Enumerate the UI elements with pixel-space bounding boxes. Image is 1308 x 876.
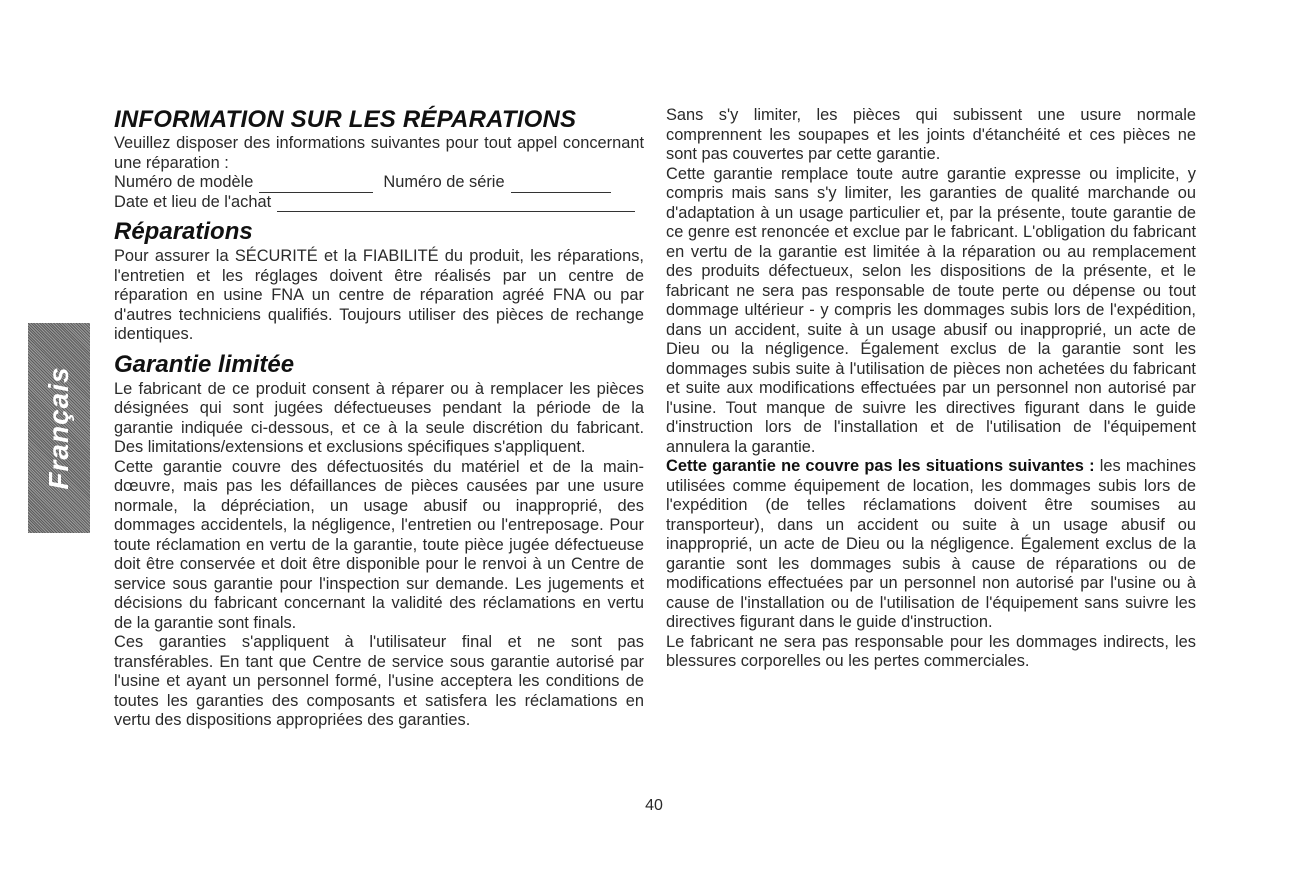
left-column	[114, 106, 644, 731]
right-column	[666, 106, 1196, 672]
warranty-heading: Garantie limitée	[114, 350, 295, 378]
warranty-paragraph: Le fabricant de ce produit consent à réparer ou à remplacer les pièces désignées qui sont jugées défectueuses pendant la période de la garantie indiquée ci-dessous, et ce à la seule discrétion du fabricant. Des limitations/extensions et exclusions spécifiques s'appliquent.	[114, 379, 644, 456]
liability-paragraph: Le fabricant ne sera pas responsable pour les dommages indirects, les blessures corporelles ou les pertes commerciales.	[666, 632, 1196, 670]
wear-parts-paragraph: Sans s'y limiter, les pièces qui subissent une usure normale comprennent les soupapes et les joints d'étanchéité et ces pièces ne sont pas couvertes par cette garantie.	[666, 106, 1196, 163]
warranty-paragraph: Ces garanties s'appliquent à l'utilisateur final et ne sont pas transférables. En tant que Centre de service sous garantie autorisé par l'usine et ayant un personnel formé, l'usine acceptera les conditions de toutes les garanties des composants et satisfera les réclamations en vertu des dispositions appropriées des garanties.	[114, 633, 644, 729]
purchase-row	[114, 193, 644, 213]
repairs-text: Pour assurer la SÉCURITÉ et la FIABILITÉ du produit, les réparations, l'entretien et les réglages doivent être réalisés par un centre de réparation en usine FNA un centre de réparation agréé FNA ou par d'autres techniciens qualifiés. Toujours utiliser des pièces de rechange identiques.	[114, 247, 644, 343]
exclusions-paragraph	[666, 457, 1196, 633]
purchase-field[interactable]	[277, 196, 635, 212]
serial-number-field[interactable]	[511, 177, 611, 193]
model-number-field[interactable]	[259, 177, 373, 193]
warranty-paragraph: Cette garantie couvre des défectuosités du matériel et de la main-dœuvre, mais pas les défaillances de pièces causées par une usure normale, la dépréciation, un usage abusif ou inapproprié, des dommages accidentels, la négligence, l'entretien ou l'entreposage. Pour toute réclamation en vertu de la garantie, toute pièce jugée défectueuse doit être conservée et doit être disponible pour le renvoi à un Centre de service sous garantie pour l'inspection sur demande. Les jugements et décisions du fabricant concernant la validité des réclamations en vertu de la garantie sont finals.	[114, 457, 644, 632]
page-number: 40	[645, 797, 663, 814]
repair-info-intro: Veuillez disposer des informations suivantes pour tout appel concernant une réparation :	[114, 134, 644, 172]
exclusions-text: les machines utilisées comme équipement de location, les dommages subis lors de l'expédition (de telles réclamations doivent être soumises au transporteur), dans un accident ou suite à un usage abusif ou inapproprié, un acte de Dieu ou la négligence. Également exclus de la garantie sont les dommages subis à cause de réparations ou de modifications effectuées par un personnel non autorisé par l'usine ou à cause de l'installation ou de l'utilisation de l'équipement sans suivre les directives figurant dans le guide d'instruction.	[666, 457, 1196, 631]
warranty-replacement-paragraph: Cette garantie remplace toute autre garantie expresse ou implicite, y compris mais sans s'y limiter, les garanties de qualité marchande ou d'adaptation à un usage particulier et, par la présente, toute garantie de ce genre est renoncée et exclue par le fabricant. L'obligation du fabricant en vertu de la garantie est limitée à la réparation ou au remplacement des produits défectueux, selon les dispositions de la présente, et le fabricant ne sera pas responsable de toute perte ou dépense ou tout dommage ultérieur - y compris les dommages subis lors de l'expédition, dans un accident, suite à un usage abusif ou inapproprié, un acte de Dieu ou la négligence. Également exclus de la garantie sont les dommages subis suite à l'utilisation de pièces non achetées du fabricant et suite aux modifications effectuées par un personnel non autorisé par l'usine. Tout manque de suivre les directives figurant dans le guide d'instruction lors de l'installation et de l'utilisation de l'équipement annulera la garantie.	[666, 164, 1196, 456]
language-side-tab	[28, 323, 90, 533]
model-number-label: Numéro de modèle	[114, 173, 254, 191]
model-serial-row	[114, 173, 644, 193]
serial-number-label: Numéro de série	[383, 173, 505, 191]
exclusions-lead: Cette garantie ne couvre pas les situations suivantes :	[666, 457, 1095, 475]
repair-info-heading: INFORMATION SUR LES RÉPARATIONS	[114, 106, 577, 133]
language-tab-label: Français	[43, 366, 74, 490]
repairs-heading: Réparations	[114, 218, 253, 245]
purchase-label: Date et lieu de l'achat	[114, 192, 272, 211]
